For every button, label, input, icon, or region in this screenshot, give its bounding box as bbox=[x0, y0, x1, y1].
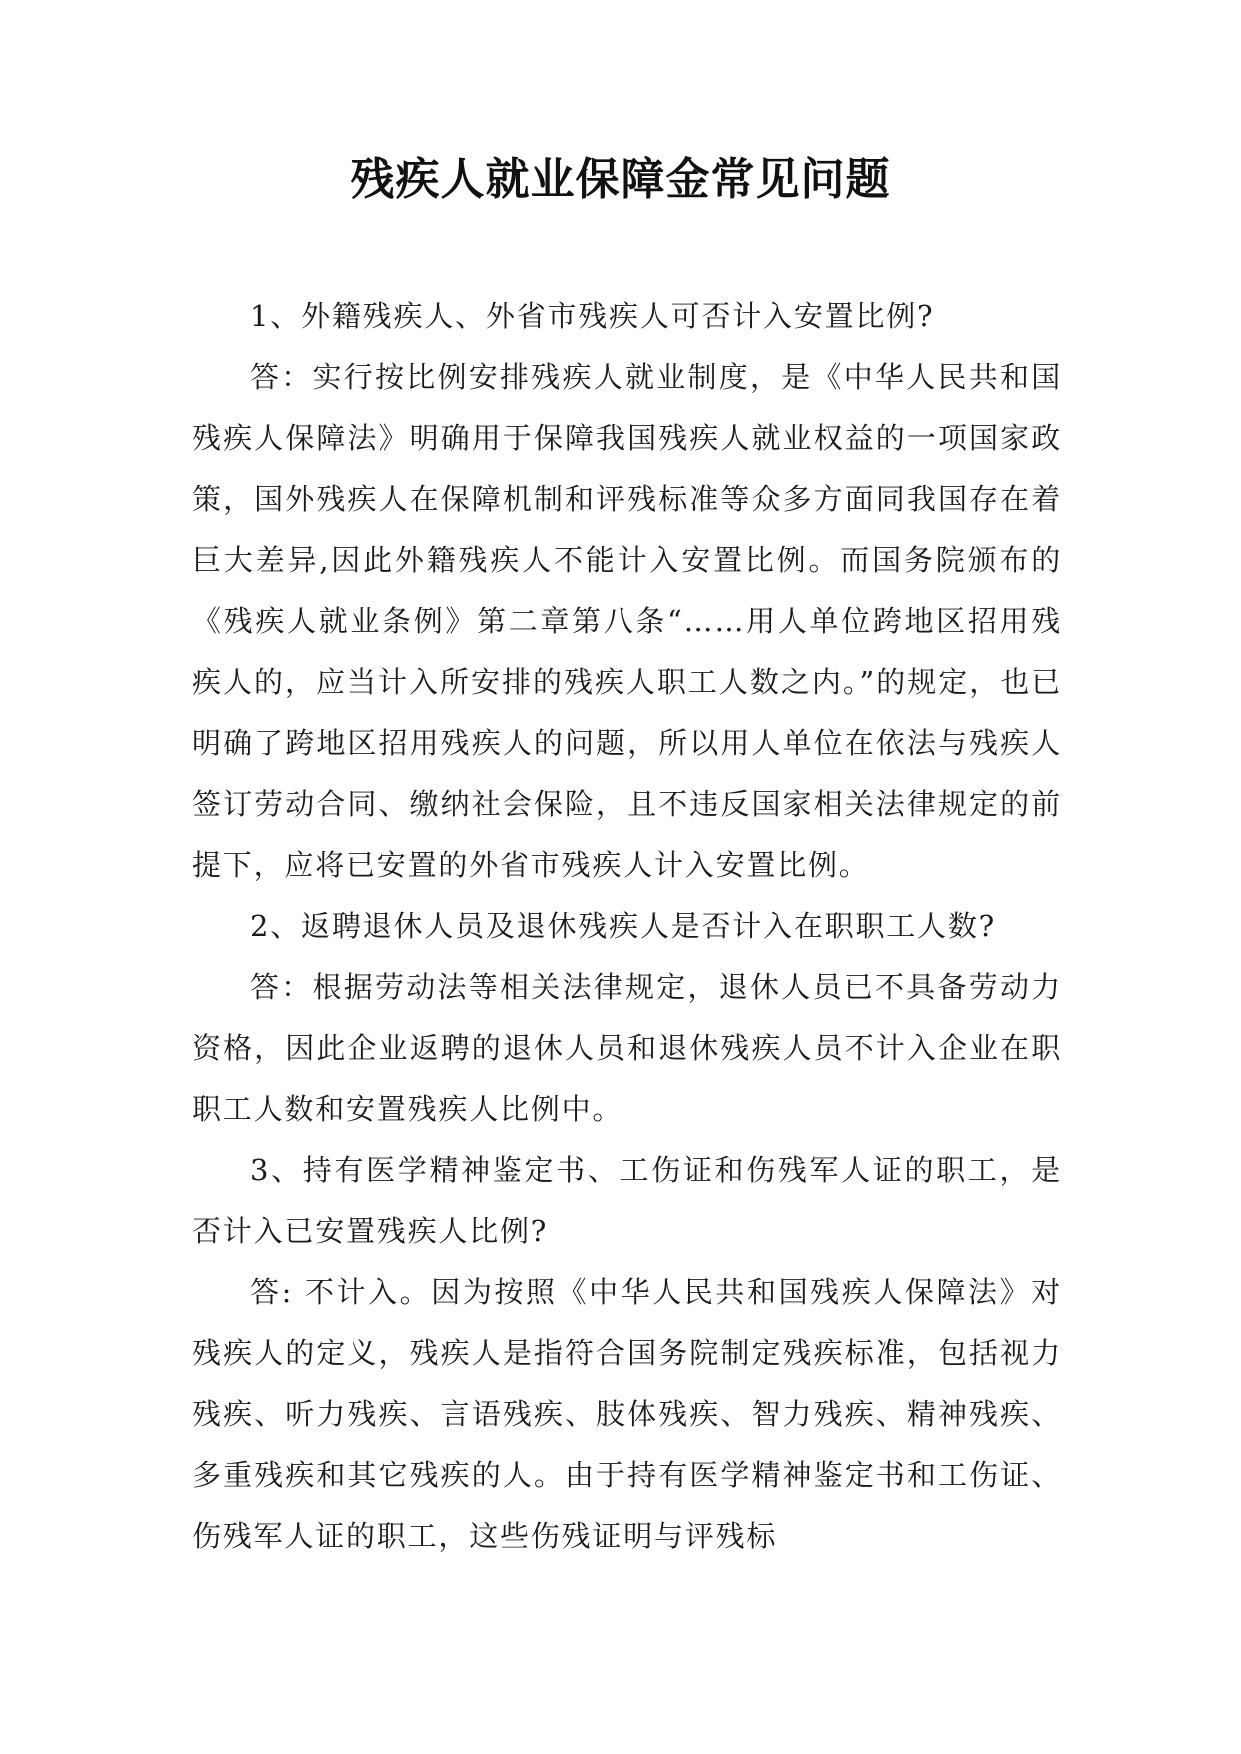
document-title: 残疾人就业保障金常见问题 bbox=[350, 154, 891, 205]
question-2: 2、返聘退休人员及退休残疾人是否计入在职职工人数? bbox=[250, 909, 996, 943]
answer-3: 答: 不计入。因为按照《中华人民共和国残疾人保障法》对残疾人的定义，残疾人是指符合国务院制定残疾标准，包括视力残疾、听力残疾、言语残疾、肢体残疾、智力残疾、精神残疾、多重残疾和其它残疾的人。由于持有医学精神鉴定书和工伤证、伤残军人证的职工，这些伤残证明与评残标 bbox=[192, 1275, 1062, 1553]
document-body bbox=[192, 286, 1062, 1567]
answer-1: 答：实行按比例安排残疾人就业制度，是《中华人民共和国残疾人保障法》明确用于保障我国残疾人就业权益的一项国家政策，国外残疾人在保障机制和评残标准等众多方面同我国存在着巨大差异,因此外籍残疾人不能计入安置比例。而国务院颁布的《残疾人就业条例》第二章第八条“……用人单位跨地区招用残疾人的，应当计入所安排的残疾人职工人数之内。”的规定，也已明确了跨地区招用残疾人的问题，所以用人单位在依法与残疾人签订劳动合同、缴纳社会保险，且不违反国家相关法律规定的前提下，应将已安置的外省市残疾人计入安置比例。 bbox=[192, 360, 1062, 882]
question-3: 3、持有医学精神鉴定书、工伤证和伤残军人证的职工，是否计入已安置残疾人比例? bbox=[192, 1153, 1062, 1248]
answer-2: 答：根据劳动法等相关法律规定，退休人员已不具备劳动力资格，因此企业返聘的退休人员和退休残疾人员不计入企业在职职工人数和安置残疾人比例中。 bbox=[192, 970, 1062, 1126]
question-1: 1、外籍残疾人、外省市残疾人可否计入安置比例? bbox=[250, 299, 935, 333]
